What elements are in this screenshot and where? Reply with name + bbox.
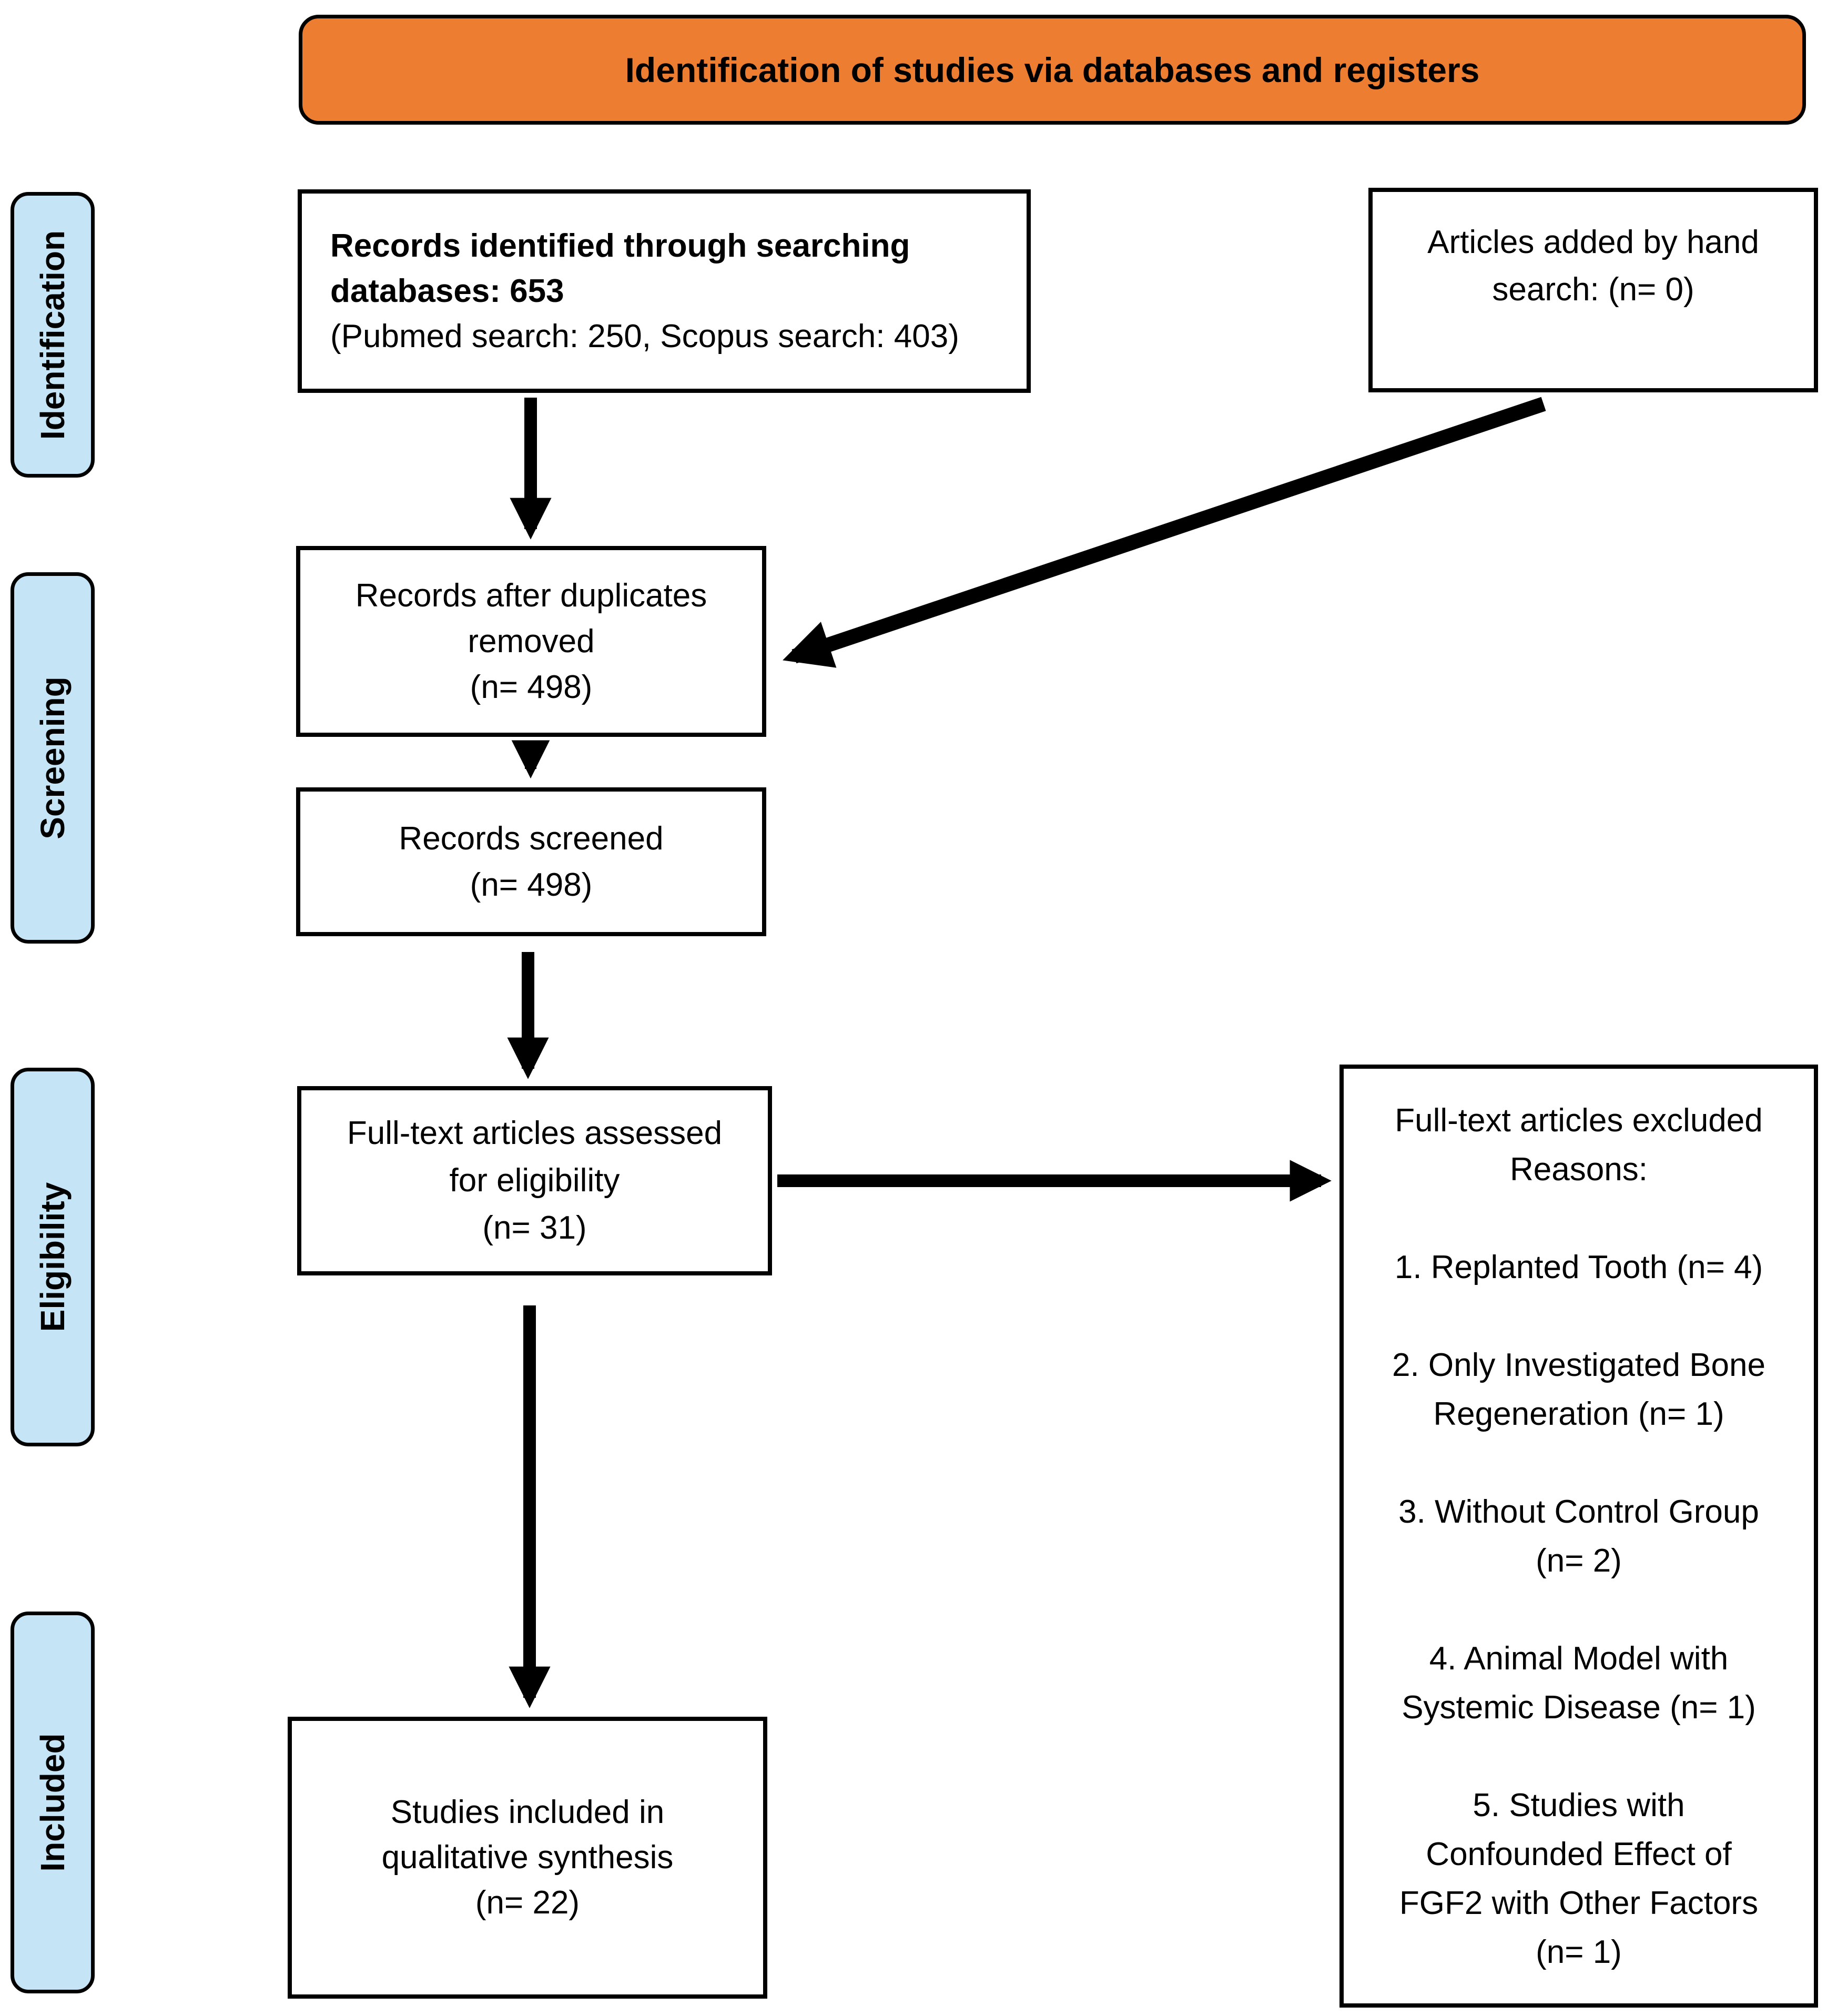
text-line: 3. Without Control Group [1398, 1494, 1759, 1530]
excluded-reason-3 [1344, 1487, 1814, 1585]
text-line: Confounded Effect of [1426, 1836, 1732, 1872]
stage-label-eligibility: Eligibility [34, 1182, 72, 1332]
stage-tab-eligibility [11, 1068, 95, 1446]
box-duplicates-removed [296, 546, 766, 737]
text-line: Full-text articles excluded [1395, 1102, 1763, 1139]
text-line: Records screened [399, 820, 664, 857]
box-records-identified [298, 189, 1031, 393]
text-line: Regeneration (n= 1) [1433, 1396, 1724, 1432]
text-line: (n= 31) [482, 1210, 587, 1246]
stage-tab-identification [11, 192, 95, 478]
arrow-handsearch-to-duplicates [794, 404, 1544, 656]
text-line: 2. Only Investigated Bone [1392, 1347, 1765, 1383]
excluded-reason-1 [1344, 1243, 1814, 1292]
text-line: Full-text articles assessed [347, 1115, 723, 1151]
stage-label-screening: Screening [34, 676, 72, 839]
text-line: (n= 22) [475, 1885, 580, 1921]
excluded-reason-5 [1344, 1781, 1814, 1977]
box-hand-search [1368, 188, 1818, 392]
text-line: Reasons: [1510, 1151, 1648, 1188]
text-line: Articles added by hand [1427, 224, 1759, 260]
stage-tab-screening [11, 572, 95, 944]
title-banner [299, 15, 1806, 125]
text-line: qualitative synthesis [381, 1839, 674, 1876]
text-line: Records after duplicates [355, 578, 707, 614]
text-line: removed [468, 623, 595, 660]
text-line: (n= 498) [470, 866, 593, 903]
stage-label-included: Included [34, 1733, 72, 1872]
text-line: 4. Animal Model with [1429, 1640, 1729, 1677]
text-line: (n= 2) [1536, 1543, 1622, 1579]
stage-label-identification: Identification [34, 230, 72, 440]
text-line: databases: 653 [330, 272, 564, 309]
box-records-screened [296, 787, 766, 936]
stage-tab-included [11, 1612, 95, 1993]
box-fulltext-assessed [297, 1086, 772, 1275]
text-line: Systemic Disease (n= 1) [1402, 1689, 1756, 1726]
text-line: (n= 1) [1536, 1934, 1622, 1970]
text-line: Records identified through searching [330, 227, 910, 264]
diagram-title: Identification of studies via databases and registers [625, 50, 1480, 89]
box-fulltext-excluded [1339, 1065, 1818, 2008]
text-line: 5. Studies with [1473, 1787, 1685, 1823]
box-studies-included [288, 1717, 767, 1999]
text-line: Studies included in [390, 1794, 665, 1830]
excluded-reason-2 [1344, 1341, 1814, 1438]
excluded-reason-4 [1344, 1634, 1814, 1732]
text-line: (Pubmed search: 250, Scopus search: 403) [330, 318, 959, 354]
text-line: (n= 498) [470, 669, 593, 705]
text-line: search: (n= 0) [1492, 271, 1694, 308]
text-line: 1. Replanted Tooth (n= 4) [1394, 1249, 1763, 1285]
text-line: FGF2 with Other Factors [1399, 1885, 1759, 1921]
text-line: for eligibility [449, 1162, 620, 1199]
